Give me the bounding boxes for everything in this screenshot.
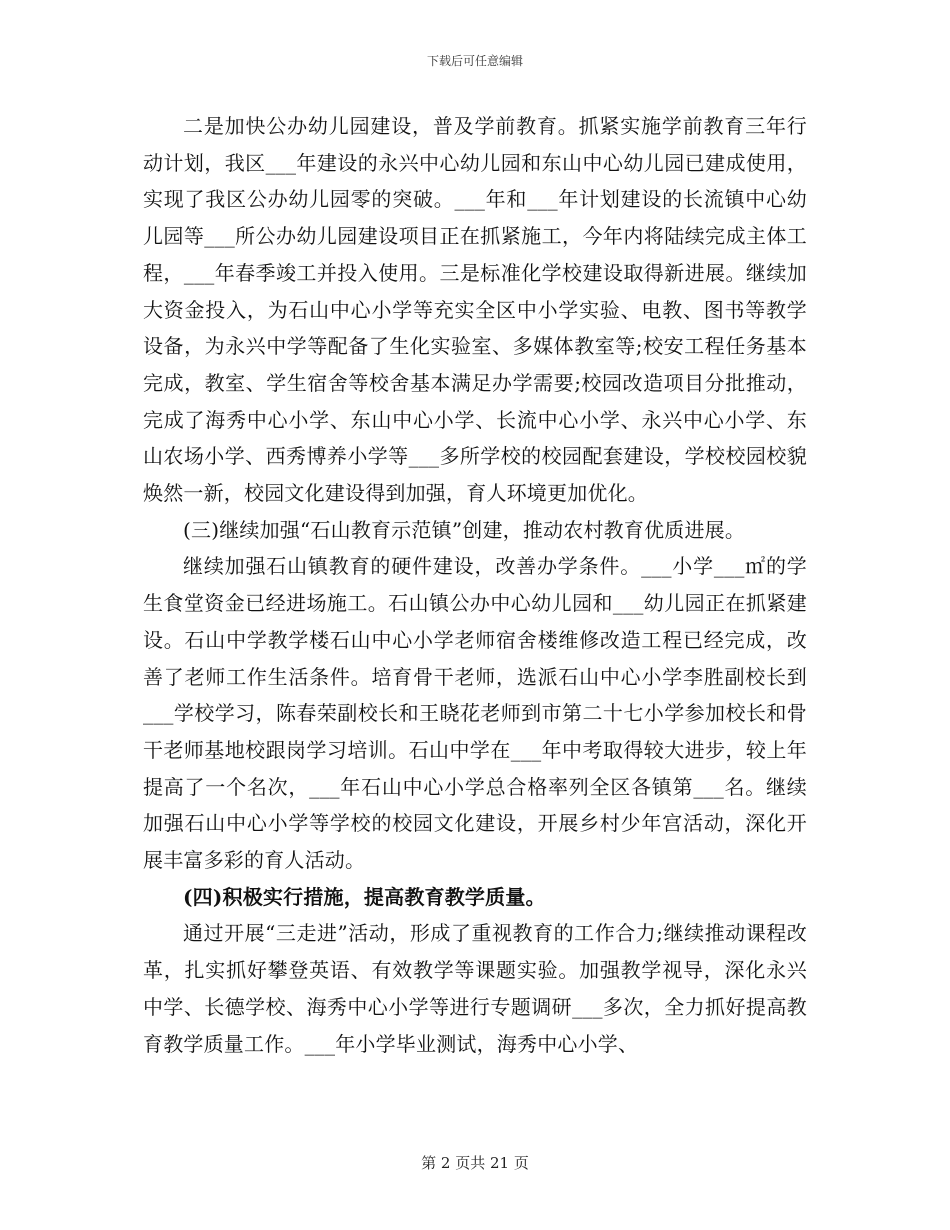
document-body <box>143 108 807 1062</box>
section-heading-three: (三)继续加强“石山教育示范镇”创建，推动农村教育优质进展。 <box>183 517 746 542</box>
section-heading-four: (四)积极实行措施，提高教育教学质量。 <box>183 884 546 909</box>
paragraph-shishan-town: 继续加强石山镇教育的硬件建设，改善办学条件。___小学___㎡的学生食堂资金已经进场施工。石山镇公办中心幼儿园和___幼儿园正在抓紧建设。石山中学教学楼石山中心小学老师宿舍楼维修改造工程已经完成，改善了老师工作生活条件。培育骨干老师，选派石山中心小学李胜副校长到___学校学习，陈春荣副校长和王晓花老师到市第二十七小学参加校长和骨干老师基地校跟岗学习培训。石山中学在___年中考取得较大进步，较上年提高了一个名次，___年石山中心小学总合格率列全区各镇第___名。继续加强石山中心小学等学校的校园文化建设，开展乡村少年宫活动，深化开展丰富多彩的育人活动。 <box>143 554 807 873</box>
page-header: 下载后可任意编辑 <box>426 54 523 68</box>
paragraph-teaching-quality: 通过开展“三走进”活动，形成了重视教育的工作合力;继续推动课程改革，扎实抓好攀登英语、有效教学等课题实验。加强教学视导，深化永兴中学、长德学校、海秀中心小学等进行专题调研___多次，全力抓好提高教育教学质量工作。___年小学毕业测试，海秀中心小学、 <box>143 921 807 1056</box>
page-number-footer: 第 2 页共 21 页 <box>421 1154 529 1172</box>
paragraph-construction: 二是加快公办幼儿园建设，普及学前教育。抓紧实施学前教育三年行动计划，我区___年建设的永兴中心幼儿园和东山中心幼儿园已建成使用，实现了我区公办幼儿园零的突破。___年和___年计划建设的长流镇中心幼儿园等___所公办幼儿园建设项目正在抓紧施工，今年内将陆续完成主体工程，___年春季竣工并投入使用。三是标准化学校建设取得新进展。继续加大资金投入，为石山中心小学等充实全区中小学实验、电教、图书等教学设备，为永兴中学等配备了生化实验室、多媒体教室等;校安工程任务基本完成，教室、学生宿舍等校舍基本满足办学需要;校园改造项目分批推动，完成了海秀中心小学、东山中心小学、长流中心小学、永兴中心小学、东山农场小学、西秀博养小学等___多所学校的校园配套建设，学校校园校貌焕然一新，校园文化建设得到加强，育人环境更加优化。 <box>143 114 807 506</box>
